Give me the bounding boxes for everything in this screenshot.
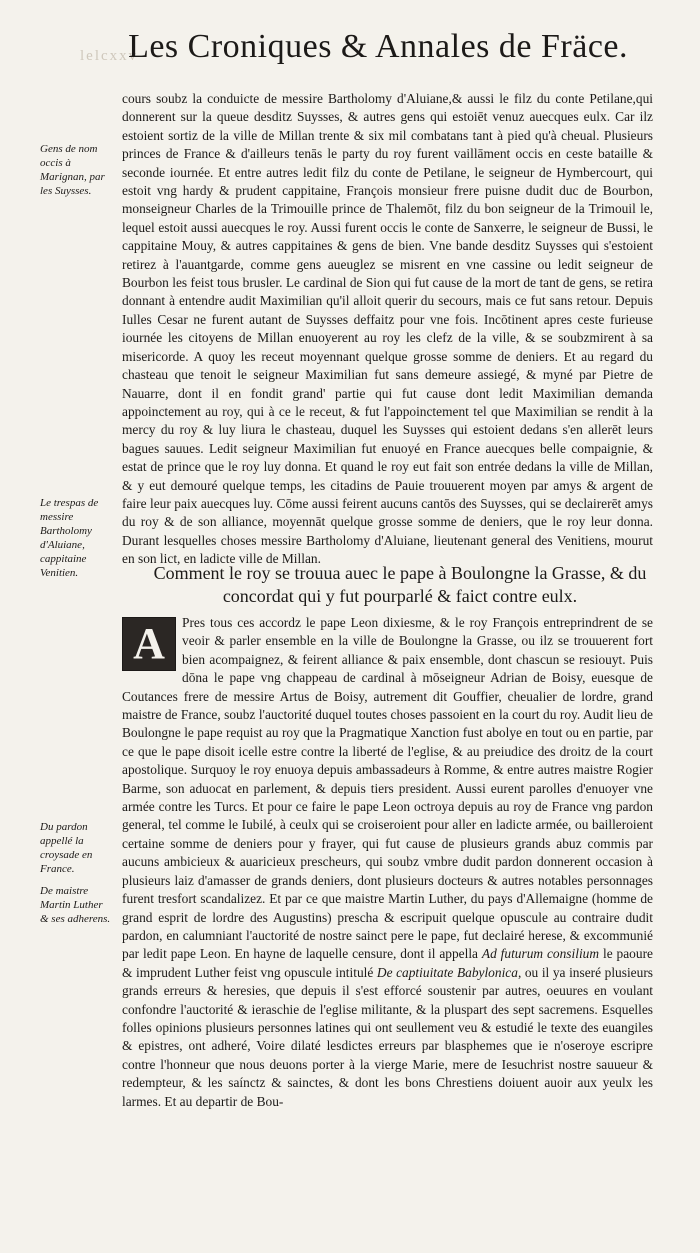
section-one-body [122, 90, 653, 569]
paragraph-text-middle: le paoure & imprudent Luther feist vng opuscule intitulé [122, 946, 653, 980]
section-heading: Comment le roy se trouua auec le pape à Boulongne la Grasse, & du concordat qui y fut pourparlé & faict contre eulx. [153, 563, 647, 606]
paragraph-text-start: Pres tous ces accordz le pape Leon dixiesme, & le roy François entreprindrent de se veoir & parler ensemble en la ville de Boulongne la Grasse, ou ilz se trouuerent fort bien acompaignez, & feirent alliance & paix ensemble, dont chascun se resiouyt. Puis dōna le pape vng chappeau de cardinal à mōseigneur Adrian de Boisy, euesque de Coutances frere de messire Artus de Boisy, autrement dit Gouffier, cheualier de lordre, grand maistre de France, soubz l'auctorité duquel toutes choses passoient en la court du roy. Audit lieu de Boulongne le pape requist au roy que la Pragmatique Xanction fust abolye en tout ou en partie, par ce que le pape disoit icelle estre contre la liberté de l'eglise, & au preiudice des droitz de la court apostolique. Surquoy le roy enuoya depuis ambassadeurs à Romme, & entre autres maistre Rogier Barme, son aduocat en parlement, & depuis tiers president. Aussi eurent parolles d'enuoyer vne armée contre les Turcs. Et pour ce faire le pape Leon octroya depuis au roy de France vng pardon general, tel comme le Iubilé, à ceulx qui se croiseroient pour aller en ladicte armée, ou bailleroient certaine somme de deniers pour y frayer, qui fut cause de plusieurs grands abuz commis par aucuns ambicieux & auaricieux prescheurs, qui soubz vmbre dudit pardon donnerent occasion à plusieurs laiz d'amasser de grands deniers, dont plusieurs docteurs & autres notables personnages furent tresfort scandalizez. Et par ce que maistre Martin Luther, du pays d'Allemaigne (homme de grand esprit de lordre des Augustins) prescha & escripuit quelque opuscule au contraire dudit pardon, en calumniant l'auctorité de nostre sainct pere le pape, fut declairé herese, & excommunié par ledit pape Leon. En hayne de laquelle censure, dont il appella [122, 615, 653, 962]
margin-note-aluiane: Le trespas de messire Bartholomy d'Aluiane, cappitaine Venitien. [40, 497, 99, 579]
margin-note-pardon: Du pardon appellé la croysade en France. [40, 821, 93, 875]
drop-cap-initial: A [122, 617, 176, 671]
section-two-paragraph [122, 614, 653, 1111]
bleed-through-text: lelcxxv [80, 48, 139, 64]
appeal-title: Ad futurum consilium [481, 946, 600, 962]
section-one-paragraph: cours soubz la conduicte de messire Bartholomy d'Aluiane,& aussi le filz du conte Petilane,qui donnerent sur la queue desditz Suysses, & autres gens qui estoiēt venuz auecques eulx. Car ilz estoient sortiz de la ville de Millan trente & six mil combatans tant à pied qu'à cheual. Plusieurs princes de France & d'ailleurs tenās le party du roy furent vaillāment occis en ceste bataille & seconde iournée. Et entre autres ledit filz du conte de Petilane, le seigneur de Hymbercourt, qui estoit vng hardy & prudent cappitaine, François monsieur frere puisne dudit duc de Bourbon, monseigneur Charles de la Trimouille prince de Thalemōt, filz du bon seigneur de la Trimouil le, lequel estoit aussi auecques le roy. Aussi furent occis le conte de Sanxerre, le seigneur de Bussi, le cappitaine Mouy, & autres cappitaines & gens de bien. Vne bande desditz Suysses qui s'estoient retirez à l'auantgarde, comme gens aueuglez se misrent en vne cassine ou ledit seigneur de Bourbon les feist tous brusler. Le cardinal de Sion qui fut cause de la mort de tant de gens, se retira donnant à entendre audit Maximilian qu'il alloit querir du secours, mais ce fut sans retour. Depuis Iulles Cesar ne furent autant de Suysses deffaitz pour vne fois. Incōtinent apres ceste furieuse iournée les citoyens de Millan enuoyerent au roy les clefz de la ville, & se soubzmirent à sa misericorde. A quoy les receut moyennant quelque grosse somme de deniers. Et au regard du chasteau que tenoit le seigneur Maximilian fut sans demeure assiegé, & myné par Pietre de Nauarre, dont il en fondit grand' partie qui fut cause dont ledit Maximilian demanda appoinctement au roy, qui à ce le receut, & fut l'appoinctement tel que Maximilian se rendit à la mercy du roy & luy liura le chasteau, duquel les Suysses qui estoient dedans s'en allerēt leurs bagues sauues. Ledit seigneur Maximilian fut enuoyé en France auecques belle compaignie, & estat de prince que le roy luy donna. Et quand le roy eut fait son entrée dedans la ville de Millan, & y eut demouré quelque temps, les citadins de Pauie trouuerent moyen par amys & argent de faire leur paix auecques luy. Cōme aussi feirent aucuns cantōs des Suysses, qui se declairerēt amys du roy & de son alliance, moyennāt quelque grosse somme de deniers, que le roy leur donna. Durant lesquelles choses messire Bartholomy d'Aluiane, lieutenant general des Venitiens, mourut en son lict, en ladicte ville de Millan. [122, 91, 653, 567]
running-header [0, 28, 700, 66]
section-two-body [122, 614, 653, 1111]
opuscule-title: De captiuitate Babylonica [376, 964, 518, 980]
page-title: Les Croniques & Annales de Fräce. [128, 28, 628, 65]
margin-note-luther: De maistre Martin Luther & ses adherens. [40, 885, 111, 925]
margin-note-marignan: Gens de nom occis à Marignan, par les Suysses. [40, 143, 105, 197]
paragraph-text-end: , ou il ya inseré plusieurs grands erreurs & heresies, que depuis il s'est efforcé soustenir par autres, oeuures en voulant confondre l'auctorité & ieraschie de l'eglise militante, & la pluspart des sept sacremens. Esquelles folles opinions plusieurs personnes latines qui ont seullement veu & estudié le texte des euangiles & epistres, ont adheré, Voire dilaté lesdictes erreurs par blasphemes que ie n'oseroye escripre contre l'honneur que nous deuons porter à la vierge Marie, mere de Iesuchrist nostre sauueur & redempteur, & les saínctz & sainctes, & dont les bons Chrestiens doiuent auoir aux yeulx les larmes. Et au departir de Bou- [122, 964, 653, 1109]
